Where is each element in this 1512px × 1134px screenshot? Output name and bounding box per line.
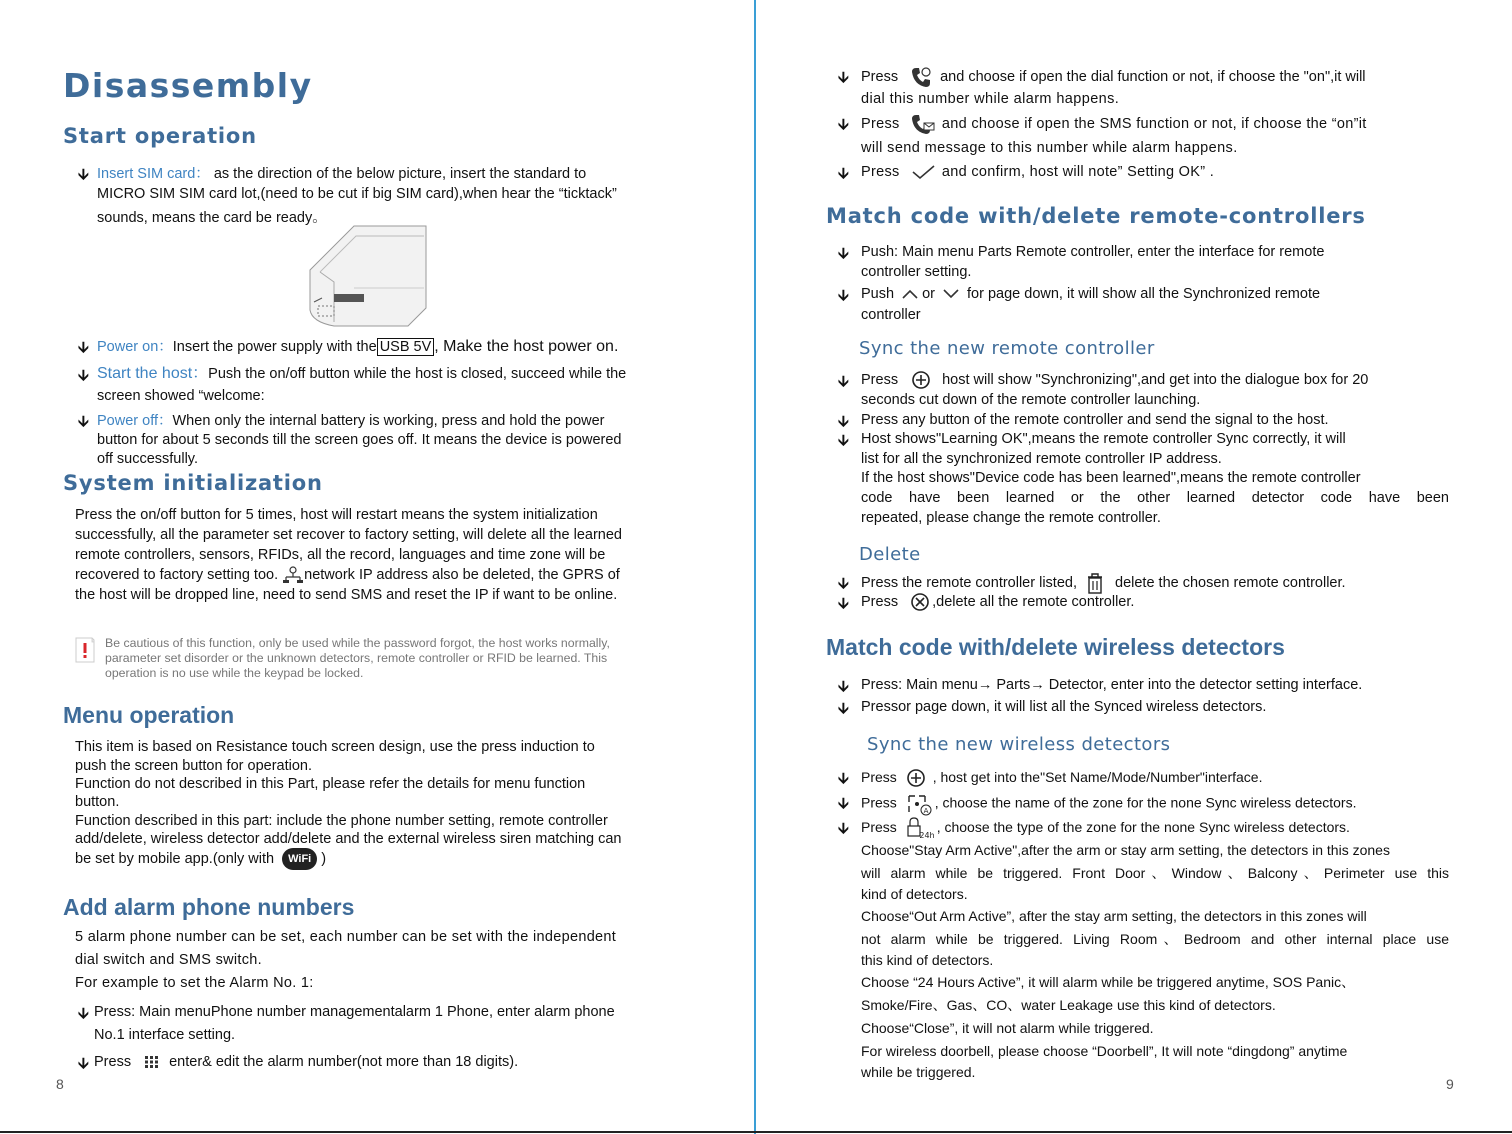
- remote-bullet2-line1: Push or for page down, it will show all the Synchronized remote: [861, 286, 1321, 302]
- sync-remote-heading: Sync the new remote controller: [859, 338, 1155, 359]
- sync-remote-s3-line2: list for all the synchronized remote controller IP address.: [861, 451, 1222, 467]
- sync-detectors-s1: Press , host get into the"Set Name/Mode/Number"interface.: [861, 767, 1262, 788]
- zone-p5-line1: For wireless doorbell, please choose “Doorbell”, It will note “dingdong” anytime: [861, 1043, 1348, 1059]
- network-icon: [282, 566, 304, 584]
- sync-remote-s3-line3: If the host shows"Device code has been learned",means the remote controller: [861, 470, 1361, 486]
- delete-d1: Press the remote controller listed, delete the chosen remote controller.: [861, 572, 1346, 594]
- system-init-heading: System initialization: [63, 471, 323, 495]
- arrow-down-icon: 🡫: [78, 339, 89, 356]
- zone-p2-line3: this kind of detectors.: [861, 952, 994, 968]
- svg-text:A: A: [923, 807, 929, 815]
- chevron-up-icon: [900, 288, 920, 300]
- zone-p4: Choose“Close”, it will not alarm while triggered.: [861, 1020, 1154, 1036]
- sync-detectors-s2: Press A , choose the name of the zone for the none Sync wireless detectors.: [861, 792, 1357, 816]
- sms-bullet-line2: will send message to this number while alarm happens.: [861, 140, 1238, 156]
- add-circle-icon: [910, 370, 932, 390]
- insert-sim-line2: MICRO SIM SIM card lot,(need to be cut if big SIM card),when hear the “ticktack”: [97, 186, 617, 202]
- menu-op-line7: be set by mobile app.(only with WiFi ): [75, 848, 326, 870]
- menu-op-line3: Function do not described in this Part, please refer the details for menu function: [75, 776, 586, 792]
- sync-detectors-heading: Sync the new wireless detectors: [867, 734, 1171, 755]
- power-off-line3: off successfully.: [97, 451, 199, 467]
- arrow-down-icon: 🡫: [838, 678, 849, 695]
- add-alarm-bullet2: Press enter& edit the alarm number(not more than 18 digits).: [94, 1054, 519, 1070]
- sms-bullet-line1: Press and choose if open the SMS function or not, if choose the “on”it: [861, 113, 1367, 135]
- checkmark-icon: [910, 164, 936, 180]
- zone-p2-line2: not alarm while be triggered. Living Room、Bedroom and other internal place use: [861, 931, 1449, 947]
- sync-remote-s3-line5: repeated, please change the remote controller.: [861, 510, 1161, 526]
- system-init-line3: remote controllers, sensors, RFIDs, all the record, languages and time zone will be: [75, 547, 606, 563]
- system-init-line4: recovered to factory setting too. network IP address also be deleted, the GPRS of: [75, 567, 620, 583]
- start-host-line1: Start the host：Push the on/off button while the host is closed, succeed while the: [97, 365, 627, 382]
- trash-icon: [1085, 572, 1105, 594]
- menu-op-line6: add/delete, wireless detector add/delete and the external wireless siren matching can: [75, 831, 622, 847]
- arrow-down-icon: 🡫: [838, 245, 849, 262]
- remote-bullet2-line2: controller: [861, 307, 921, 323]
- add-alarm-line3: For example to set the Alarm No. 1:: [75, 975, 314, 991]
- page-title: Disassembly: [63, 66, 313, 105]
- detectors-bullet1: Press: Main menu→ Parts→ Detector, enter into the detector setting interface.: [861, 677, 1363, 693]
- insert-sim-line1: Insert SIM card： as the direction of the below picture, insert the standard to: [97, 166, 587, 182]
- menu-op-line5: Function described in this part: include the phone number setting, remote controller: [75, 813, 608, 829]
- arrow-down-icon: 🡫: [838, 432, 849, 449]
- system-init-line2: successfully, all the parameter set recover to factory setting, will delete all the learned: [75, 527, 622, 543]
- 24h-label: 24h: [919, 831, 935, 840]
- arrow-down-icon: 🡫: [78, 166, 89, 183]
- dial-bullet-line2: dial this number while alarm happens.: [861, 91, 1120, 107]
- wifi-icon: WiFi: [282, 848, 317, 870]
- warning-line1: Be cautious of this function, only be used while the password forgot, the host works normally,: [105, 636, 610, 650]
- dial-bullet-line1: Press and choose if open the dial function or not, if choose the "on",it will: [861, 66, 1366, 88]
- sim-card-device-illustration: [300, 218, 430, 330]
- zone-name-icon: [905, 792, 933, 816]
- add-alarm-line1: 5 alarm phone number can be set, each number can be set with the independent: [75, 929, 617, 945]
- remote-bullet1-line2: controller setting.: [861, 264, 972, 280]
- zone-type-lock-icon: [905, 817, 935, 839]
- sms-phone-icon: [910, 113, 936, 135]
- arrow-down-icon: 🡫: [838, 795, 849, 812]
- delete-all-circle-icon: [910, 592, 930, 612]
- remote-controllers-heading: Match code with/delete remote-controllers: [826, 204, 1366, 228]
- menu-operation-heading: Menu operation: [63, 702, 235, 728]
- zone-p5-line2: while be triggered.: [861, 1064, 976, 1080]
- add-circle-icon: [905, 768, 927, 788]
- arrow-down-icon: 🡫: [838, 287, 849, 304]
- warning-line3: operation is no use while the keypad be locked.: [105, 666, 364, 680]
- left-page: [0, 0, 754, 1134]
- power-off-line1: Power off：When only the internal battery is working, press and hold the power: [97, 413, 605, 429]
- zone-p3-line1: Choose “24 Hours Active”, it will alarm while be triggered anytime, SOS Panic、: [861, 974, 1356, 990]
- page-number-left: 8: [56, 1076, 64, 1092]
- arrow-down-icon: 🡫: [78, 413, 89, 430]
- warning-icon: [74, 634, 96, 664]
- arrow-down-icon: 🡫: [838, 575, 849, 592]
- menu-op-line1: This item is based on Resistance touch screen design, use the press induction to: [75, 739, 595, 755]
- start-host-line2: screen showed “welcome:: [97, 388, 265, 404]
- add-alarm-bullet1-line1: Press: Main menuPhone number managementalarm 1 Phone, enter alarm phone: [94, 1004, 615, 1020]
- arrow-down-icon: 🡫: [78, 1005, 89, 1022]
- right-page: [756, 0, 1512, 1134]
- sync-remote-s3-line1: Host shows"Learning OK",means the remote controller Sync correctly, it will: [861, 431, 1346, 447]
- sync-remote-s1-line1: Press host will show "Synchronizing",and get into the dialogue box for 20: [861, 370, 1368, 390]
- insert-sim-line3: sounds, means the card be ready。: [97, 210, 327, 226]
- menu-op-line4: button.: [75, 794, 120, 810]
- zone-p2-line1: Choose“Out Arm Active”, after the stay arm setting, the detectors in this zones will: [861, 908, 1367, 924]
- arrow-down-icon: 🡫: [838, 165, 849, 182]
- arrow-down-icon: 🡫: [78, 1055, 89, 1072]
- arrow-down-icon: 🡫: [838, 69, 849, 86]
- add-alarm-heading: Add alarm phone numbers: [63, 894, 355, 920]
- zone-p3-line2: Smoke/Fire、Gas、CO、water Leakage use this kind of detectors.: [861, 997, 1276, 1013]
- add-alarm-bullet1-line2: No.1 interface setting.: [94, 1027, 236, 1043]
- warning-line2: parameter set disorder or the unknown detectors, remote controller or RFID be learned. This: [105, 651, 608, 665]
- system-init-line1: Press the on/off button for 5 times, host will restart means the system initialization: [75, 507, 598, 523]
- system-init-line5: the host will be dropped line, need to send SMS and reset the IP if want to be online.: [75, 587, 618, 603]
- power-off-line2: button for about 5 seconds till the screen goes off. It means the device is powered: [97, 432, 622, 448]
- arrow-down-icon: 🡫: [838, 373, 849, 390]
- dial-phone-icon: [908, 66, 934, 88]
- arrow-down-icon: 🡫: [838, 413, 849, 430]
- sync-detectors-s3: Press 24h , choose the type of the zone for the none Sync wireless detectors.: [861, 819, 1350, 840]
- power-on-line: Power on：Insert the power supply with the USB 5V , Make the host power on.: [97, 338, 619, 355]
- wireless-detectors-heading: Match code with/delete wireless detectors: [826, 634, 1285, 660]
- arrow-down-icon: 🡫: [838, 595, 849, 612]
- remote-bullet1-line1: Push: Main menu Parts Remote controller, enter the interface for remote: [861, 244, 1325, 260]
- zone-p1-line3: kind of detectors.: [861, 886, 968, 902]
- sync-remote-s2: Press any button of the remote controller and send the signal to the host.: [861, 412, 1329, 428]
- usb-5v-box: USB 5V: [377, 338, 435, 356]
- delete-heading: Delete: [859, 544, 921, 565]
- menu-op-line2: push the screen button for operation.: [75, 758, 312, 774]
- sync-remote-s3-line4: code have been learned or the other learned detector code have been: [861, 490, 1449, 506]
- delete-d2: Press ,delete all the remote controller.: [861, 592, 1134, 612]
- zone-p1-line1: Choose"Stay Arm Active",after the arm or stay arm setting, the detectors in this zones: [861, 842, 1390, 858]
- arrow-down-icon: 🡫: [838, 116, 849, 133]
- start-operation-heading: Start operation: [63, 124, 257, 148]
- arrow-down-icon: 🡫: [838, 700, 849, 717]
- add-alarm-line2: dial switch and SMS switch.: [75, 952, 262, 968]
- chevron-down-icon: [941, 288, 961, 300]
- keypad-icon: [141, 1055, 163, 1069]
- sync-remote-s1-line2: seconds cut down of the remote controller launching.: [861, 392, 1201, 408]
- page-number-right: 9: [1446, 1076, 1454, 1092]
- arrow-down-icon: 🡫: [838, 820, 849, 837]
- zone-p1-line2: will alarm while be triggered. Front Door、Window、Balcony、Perimeter use this: [861, 865, 1449, 881]
- arrow-down-icon: 🡫: [78, 367, 89, 384]
- confirm-bullet: Press and confirm, host will note” Setting OK” .: [861, 164, 1215, 180]
- detectors-bullet2: Pressor page down, it will list all the Synced wireless detectors.: [861, 699, 1267, 715]
- arrow-down-icon: 🡫: [838, 770, 849, 787]
